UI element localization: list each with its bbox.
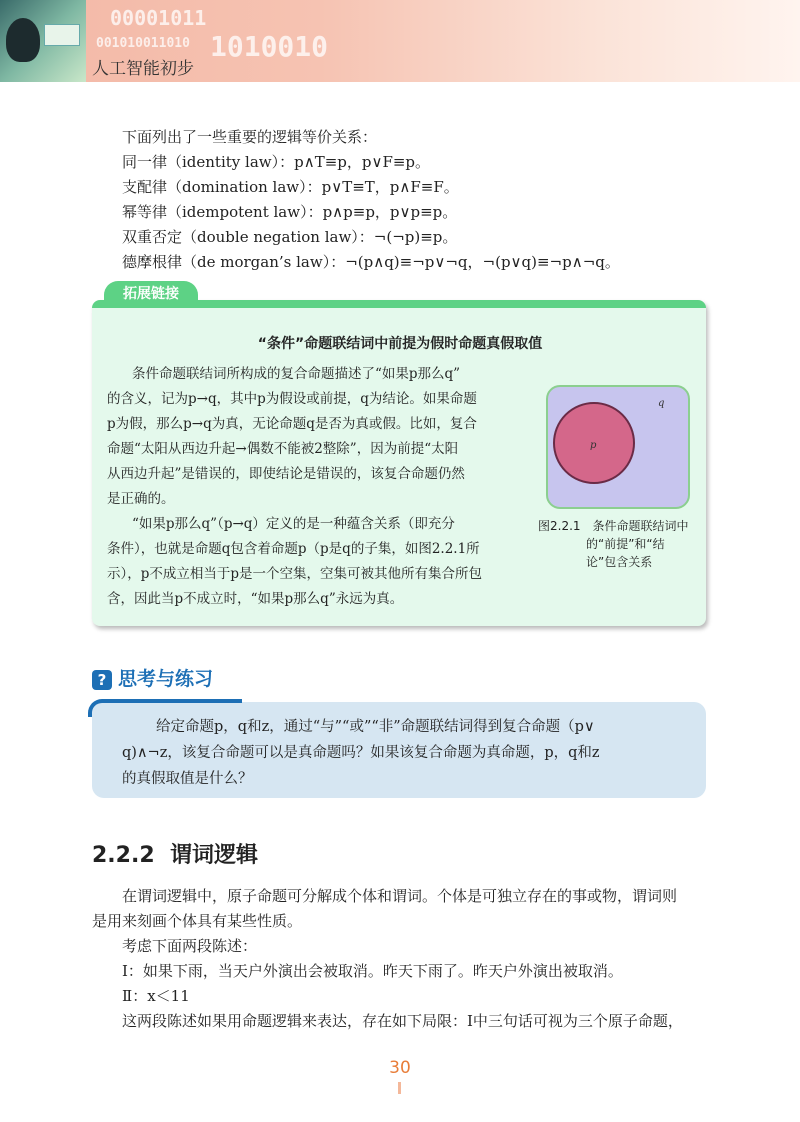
think-line: q)∧¬z，该复合命题可以是真命题吗？如果该复合命题为真命题，p，q和z [122,745,600,761]
think-line: 给定命题p，q和z，通过“与”“或”“非”命题联结词得到复合命题（p∨ [156,719,595,735]
page-number: 30 [389,1058,411,1078]
think-heading [92,664,213,691]
extension-line: p为假，那么p→q为真，无论命题q是否为真或假。比如，复合 [107,416,477,432]
think-line: 的真假取值是什么？ [122,771,253,787]
figure-caption: 的“前提”和“结 [586,537,665,551]
law-idempotent: 幂等律（idempotent law）：p∧p≡p，p∨p≡p。 [122,203,458,221]
venn-label-q: q [658,398,665,409]
header-binary-3: 1010010 [210,30,329,63]
header-title: 人工智能初步 [92,59,194,79]
header-binary-2: 001010011010 [96,36,190,51]
extension-line: 条件），也就是命题q包含着命题p（p是q的子集，如图2.2.1所 [107,541,480,557]
header-binary-1: 00001011 [110,6,207,30]
law-de-morgan: 德摩根律（de morgan’s law）：¬(p∧q)≡¬p∨¬q，¬(p∨q)≡¬p∧¬q。 [122,253,620,271]
extension-line: “如果p那么q”（p→q）定义的是一种蕴含关系（即充分 [132,516,455,532]
body-line: Ⅱ：x＜11 [122,987,190,1005]
page-tick [398,1082,401,1094]
extension-title: “条件”命题联结词中前提为假时命题真假取值 [257,336,543,352]
section-number: 2.2.2 [92,843,155,868]
extension-line: 是正确的。 [107,491,175,507]
header-illustration [0,0,86,82]
extension-line: 示），p不成立相当于p是一个空集，空集可被其他所有集合所包 [107,566,483,582]
extension-line: 从西边升起”是错误的，即使结论是错误的，该复合命题仍然 [107,466,465,482]
body-line: 考虑下面两段陈述： [122,937,258,955]
law-double-negation: 双重否定（double negation law）：¬(¬p)≡p。 [122,228,458,246]
extension-tab: 拓展链接 [104,281,198,308]
intro-text: 下面列出了一些重要的逻辑等价关系： [122,128,378,146]
extension-line: 含，因此当p不成立时，“如果p那么q”永远为真。 [107,591,404,607]
head-silhouette-icon [6,18,40,62]
body-line: 在谓词逻辑中，原子命题可分解成个体和谓词。个体是可独立存在的事或物，谓词则 [122,887,678,905]
figure-caption: 图2.2.1 条件命题联结词中 [538,519,689,533]
body-line: 是用来刻画个体具有某些性质。 [92,912,303,930]
venn-label-p: p [590,440,597,451]
figure-caption: 论”包含关系 [586,555,653,569]
body-line: Ⅰ：如果下雨，当天户外演出会被取消。昨天下雨了。昨天户外演出被取消。 [122,962,623,980]
question-icon: ? [92,670,112,690]
extension-line: 命题“太阳从西边升起→偶数不能被2整除”，因为前提“太阳 [107,441,459,457]
law-domination: 支配律（domination law）：p∨T≡T，p∧F≡F。 [122,178,459,196]
body-line: 这两段陈述如果用命题逻辑来表达，存在如下局限：Ⅰ中三句话可视为三个原子命题， [122,1012,683,1030]
section-title: 谓词逻辑 [169,843,258,868]
section-heading [92,838,258,869]
extension-line: 的含义，记为p→q，其中p为假设或前提，q为结论。如果命题 [107,391,477,407]
law-identity: 同一律（identity law）：p∧T≡p，p∨F≡p。 [122,153,431,171]
extension-line: 条件命题联结词所构成的复合命题描述了“如果p那么q” [132,366,461,382]
think-title: 思考与练习 [118,668,214,690]
circuit-board-icon [44,24,80,46]
